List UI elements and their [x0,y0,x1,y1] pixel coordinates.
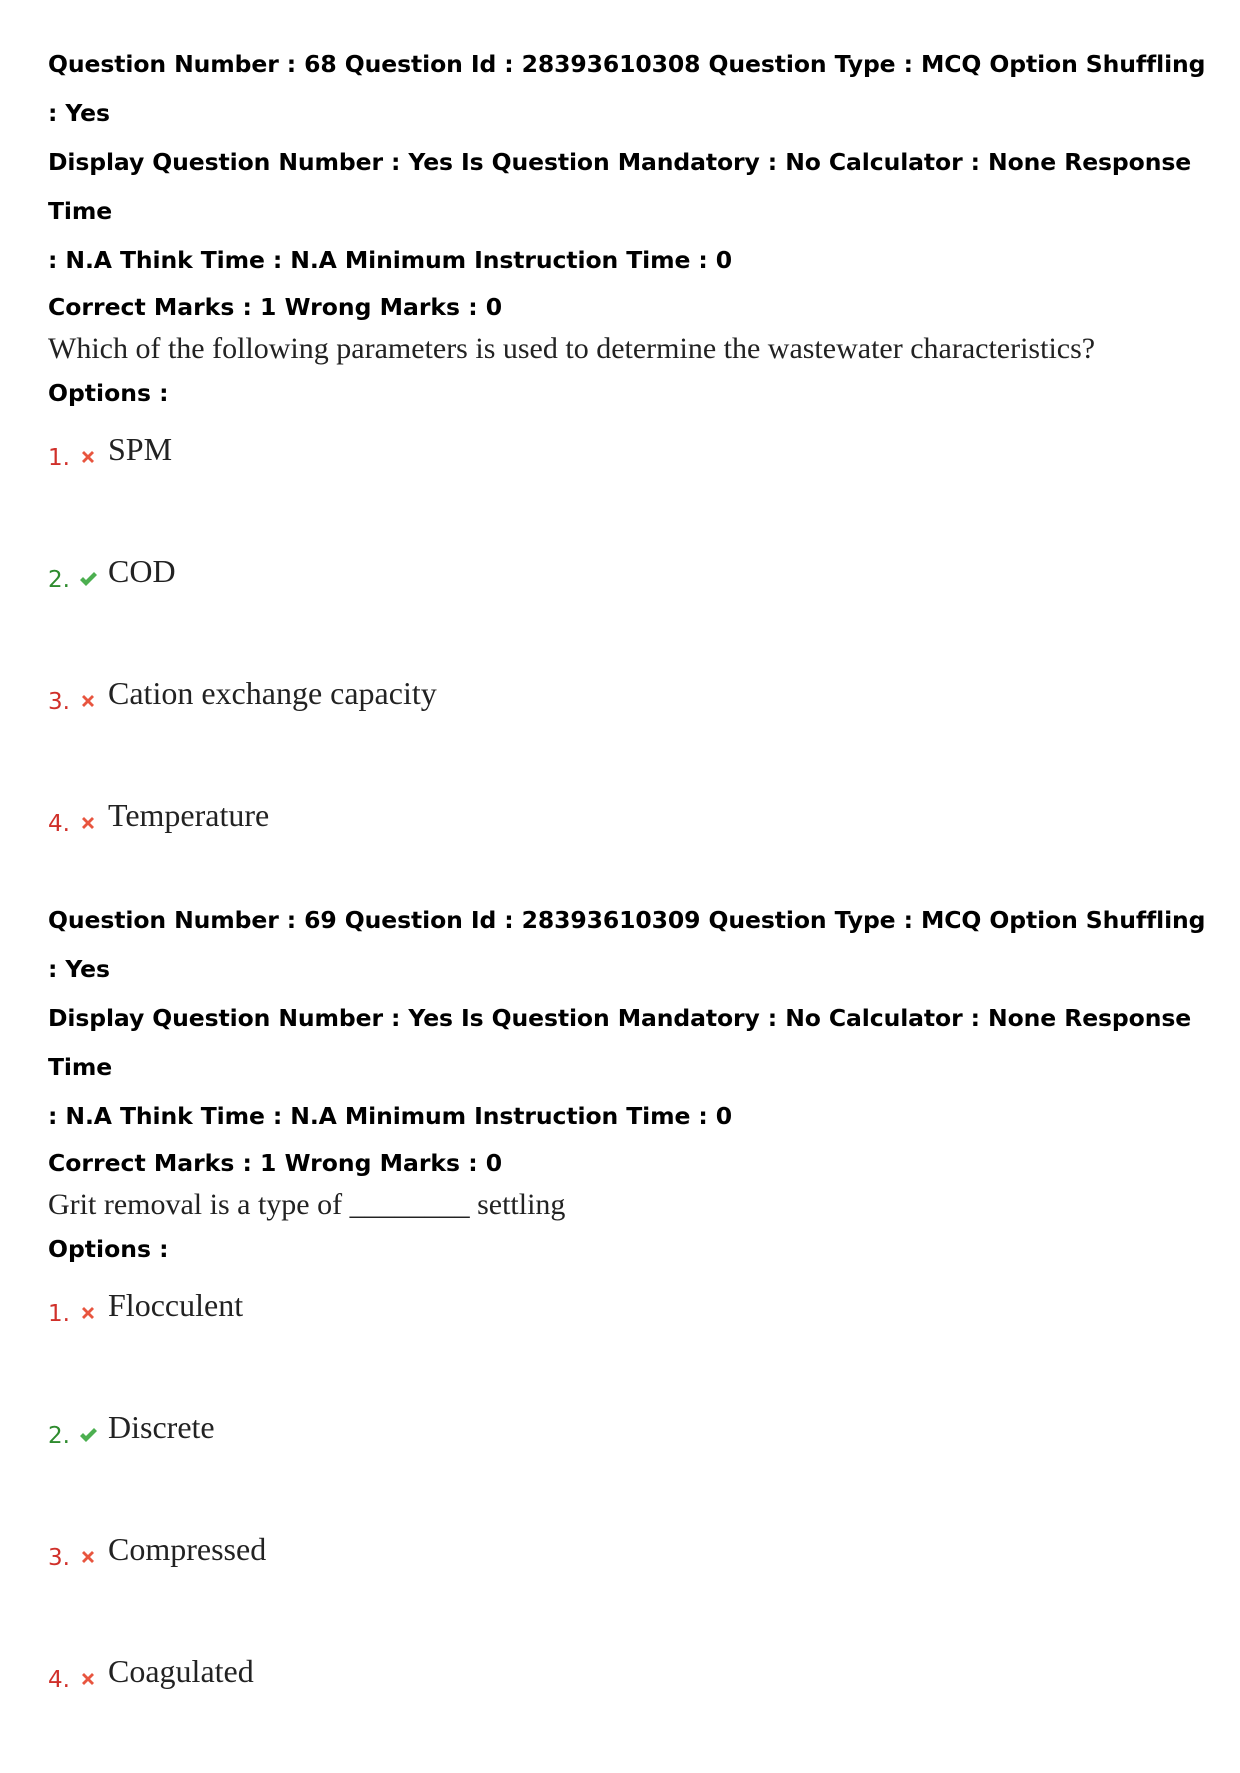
question-text: Which of the following parameters is used to determine the wastewater characteristics? [48,332,1096,365]
question-text: Grit removal is a type of ________ settling [48,1188,566,1221]
option-item [48,1285,1208,1407]
option-item [48,429,1208,551]
options-label: Options : [48,379,169,407]
question-meta-line: : N.A Think Time : N.A Minimum Instruction Time : 0 [48,246,733,274]
check-icon [78,1425,98,1445]
option-number: 1. [48,445,70,471]
question-block [48,40,1208,917]
option-number: 2. [48,1423,70,1449]
option-number: 2. [48,567,70,593]
option-item [48,551,1208,673]
cross-icon [78,447,98,467]
option-text: Cation exchange capacity [108,675,437,711]
cross-icon [78,1547,98,1567]
question-meta-line: Display Question Number : Yes Is Question Mandatory : No Calculator : None Response Time [48,1004,1192,1081]
question-block [48,896,1208,1773]
question-meta-line: Question Number : 69 Question Id : 28393610309 Question Type : MCQ Option Shuffling : Yes [48,906,1206,983]
option-number: 4. [48,811,70,837]
option-text: Temperature [108,797,270,833]
option-item [48,1407,1208,1529]
cross-icon [78,1669,98,1689]
question-meta-line: Question Number : 68 Question Id : 28393610308 Question Type : MCQ Option Shuffling : Yes [48,50,1206,127]
question-marks: Correct Marks : 1 Wrong Marks : 0 [48,1149,503,1177]
option-text: SPM [108,431,173,467]
option-item [48,673,1208,795]
option-item [48,1529,1208,1651]
cross-icon [78,1303,98,1323]
option-text: Flocculent [108,1287,244,1323]
option-text: COD [108,553,176,589]
cross-icon [78,813,98,833]
option-text: Compressed [108,1531,267,1567]
option-number: 3. [48,689,70,715]
option-number: 4. [48,1667,70,1693]
options-label: Options : [48,1235,169,1263]
check-icon [78,569,98,589]
question-marks: Correct Marks : 1 Wrong Marks : 0 [48,293,503,321]
option-text: Discrete [108,1409,215,1445]
option-text: Coagulated [108,1653,254,1689]
question-meta-line: : N.A Think Time : N.A Minimum Instruction Time : 0 [48,1102,733,1130]
option-number: 3. [48,1545,70,1571]
cross-icon [78,691,98,711]
option-number: 1. [48,1301,70,1327]
question-meta-line: Display Question Number : Yes Is Question Mandatory : No Calculator : None Response Time [48,148,1192,225]
